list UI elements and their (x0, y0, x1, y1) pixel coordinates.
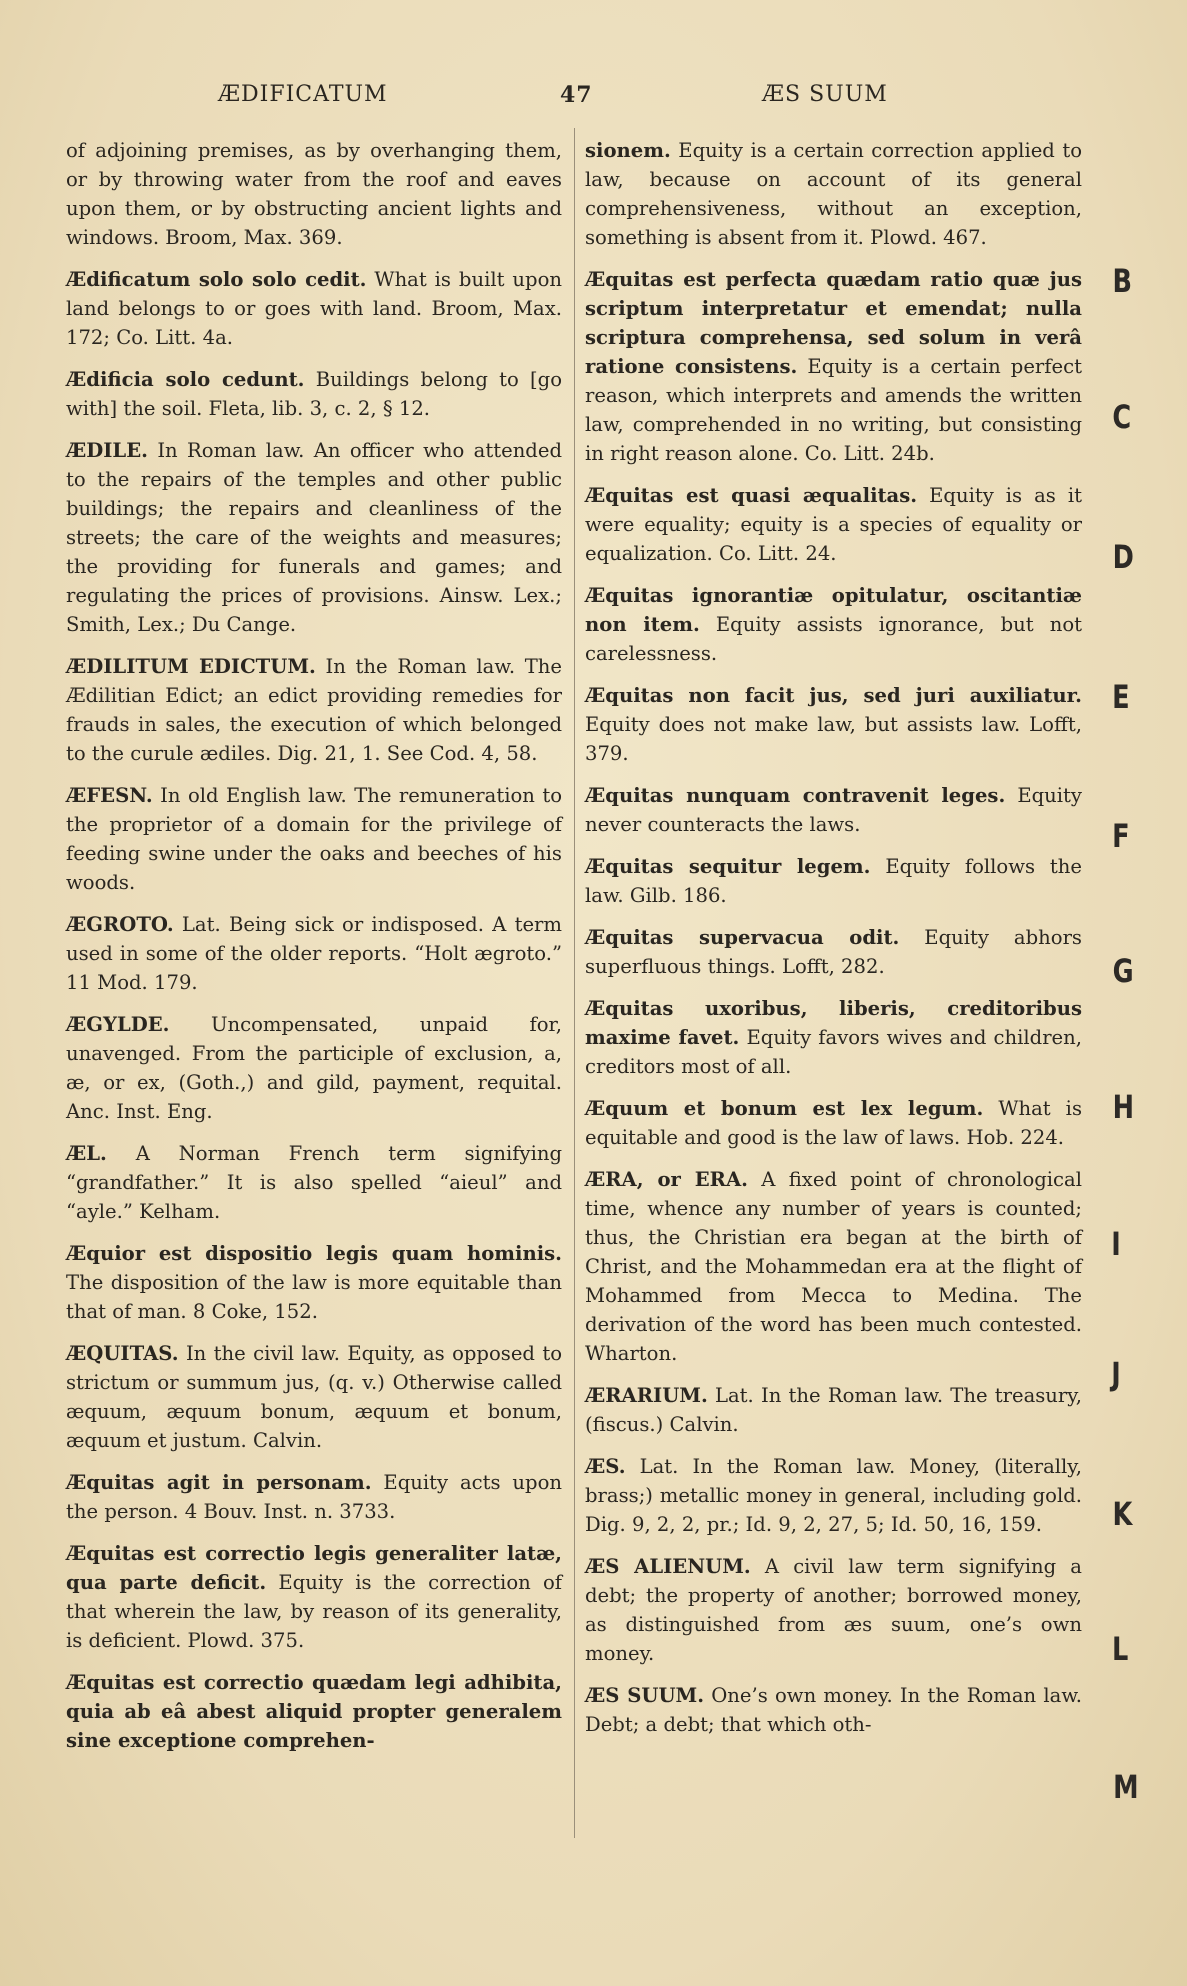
dictionary-entry (585, 994, 1082, 1081)
thumb-index-j[interactable]: J (1111, 1355, 1121, 1393)
header-right-guide-word: ÆS SUUM (762, 82, 888, 107)
entry-headword: ÆGYLDE. (66, 1013, 170, 1036)
thumb-index-c[interactable]: C (1112, 398, 1132, 436)
entry-definition: In Roman law. An officer who attended to the repairs of the temples and other public buildings; the repairs and cleanliness of the streets; the care of the weights and measures; the providing for funerals and games; and regulating the prices of provisions. Ainsw. Lex.; Smith, Lex.; Du Cange. (66, 439, 562, 636)
entry-definition: Equity is as it were equality; equity is a species of equality or equalization. Co. Litt. 24. (585, 484, 1082, 565)
entry-headword: Ædificatum solo solo cedit. (66, 268, 367, 291)
dictionary-entry (66, 1010, 562, 1126)
thumb-index-e[interactable]: E (1112, 678, 1130, 716)
dictionary-entry (66, 1468, 562, 1526)
entry-definition: Equity is a certain correction applied to law, because on account of its general comprehensiveness, without an exception, something is absent from it. Plowd. 467. (585, 139, 1082, 249)
dictionary-entry (585, 1452, 1082, 1539)
dictionary-entry (585, 1681, 1082, 1739)
dictionary-entry (585, 1552, 1082, 1668)
entry-headword: Æquitas est correctio quædam legi adhibita, quia ab eâ abest aliquid propter generalem sine exceptione comprehen- (66, 1671, 562, 1752)
entry-definition: Uncompensated, unpaid for, unavenged. From the participle of exclusion, a, æ, or ex, (Goth.,) and gild, payment, requital. Anc. Inst. Eng. (66, 1013, 562, 1123)
entry-definition: One’s own money. In the Roman law. Debt; a debt; that which oth- (585, 1684, 1082, 1736)
left-column (66, 136, 562, 1768)
entry-headword: Æquitas est quasi æqualitas. (585, 484, 918, 507)
entry-headword: ÆDILE. (66, 439, 148, 462)
dictionary-entry (66, 365, 562, 423)
dictionary-entry (585, 923, 1082, 981)
entry-definition: Lat. In the Roman law. The treasury, (fiscus.) Calvin. (585, 1384, 1082, 1436)
dictionary-entry (66, 436, 562, 639)
dictionary-entry (585, 1381, 1082, 1439)
entry-definition: What is equitable and good is the law of laws. Hob. 224. (585, 1097, 1083, 1149)
entry-headword: Æquitas nunquam contravenit leges. (585, 784, 1006, 807)
dictionary-entry (66, 781, 562, 897)
entry-headword: ÆQUITAS. (66, 1342, 179, 1365)
dictionary-entry (585, 265, 1082, 468)
entry-definition: In the civil law. Equity, as opposed to strictum or summum jus, (q. v.) Otherwise called æquum, æquum bonum, æquum et bonum, æquum et justum. Calvin. (66, 1342, 562, 1452)
dictionary-entry (585, 781, 1082, 839)
entry-headword: ÆRARIUM. (585, 1384, 708, 1407)
thumb-index-d[interactable]: D (1112, 538, 1134, 576)
dictionary-entry (585, 481, 1082, 568)
entry-headword: ÆFESN. (66, 784, 153, 807)
entry-headword: ÆGROTO. (66, 913, 174, 936)
entry-definition: Equity is the correction of that wherein the law, by reason of its generality, is deficient. Plowd. 375. (66, 1571, 562, 1652)
entry-headword: ÆRA, or ERA. (585, 1168, 748, 1191)
right-column (585, 136, 1082, 1752)
entry-headword: Æquitas agit in personam. (66, 1471, 372, 1494)
entry-definition: In old English law. The remuneration to the proprietor of a domain for the privilege of feeding swine under the oaks and beeches of his woods. (66, 784, 562, 894)
entry-definition: Equity does not make law, but assists law. Lofft, 379. (585, 713, 1082, 765)
header-left-guide-word: ÆDIFICATUM (218, 82, 388, 107)
column-divider (574, 128, 575, 1838)
entry-headword: Æquitas est perfecta quædam ratio quæ jus scriptum interpretatur et emendat; nulla scriptura comprehensa, sed solum in verâ ratione consistens. (585, 268, 1082, 378)
entry-headword: Æquitas supervacua odit. (585, 926, 900, 949)
dictionary-entry (585, 136, 1082, 252)
thumb-index-i[interactable]: I (1111, 1225, 1121, 1263)
entry-headword: Æquitas non facit jus, sed juri auxiliatur. (585, 684, 1082, 707)
entry-definition: Equity assists ignorance, but not carelessness. (585, 613, 1082, 665)
entry-definition: What is built upon land belongs to or goes with land. Broom, Max. 172; Co. Litt. 4a. (66, 268, 562, 349)
dictionary-entry (66, 136, 562, 252)
entry-headword: Æquitas sequitur legem. (585, 855, 871, 878)
dictionary-entry (66, 652, 562, 768)
dictionary-entry (66, 1139, 562, 1226)
dictionary-entry (585, 1165, 1082, 1368)
thumb-index-m[interactable]: M (1113, 1768, 1139, 1806)
entry-definition: Equity abhors superfluous things. Lofft, 282. (585, 926, 1082, 978)
entry-headword: ÆS ALIENUM. (585, 1555, 751, 1578)
entry-definition: Buildings belong to [go with] the soil. Fleta, lib. 3, c. 2, § 12. (66, 368, 562, 420)
dictionary-entry (66, 1339, 562, 1455)
entry-definition: Lat. In the Roman law. Money, (literally, brass;) metallic money in general, including gold. Dig. 9, 2, 2, pr.; Id. 9, 2, 27, 5; Id. 50, 16, 159. (585, 1455, 1082, 1536)
entry-definition: Equity acts upon the person. 4 Bouv. Inst. n. 3733. (66, 1471, 562, 1523)
dictionary-entry (66, 265, 562, 352)
thumb-index-f[interactable]: F (1112, 817, 1130, 855)
dictionary-entry (66, 910, 562, 997)
dictionary-entry (66, 1539, 562, 1655)
entry-headword: Æquitas ignorantiæ opitulatur, oscitantiæ non item. (585, 584, 1082, 636)
dictionary-entry (585, 581, 1082, 668)
thumb-index-g[interactable]: G (1112, 952, 1134, 990)
entry-definition: A Norman French term signifying “grandfather.” It is also spelled “aieul” and “ayle.” Kelham. (66, 1142, 562, 1223)
entry-definition: In the Roman law. The Ædilitian Edict; an edict providing remedies for frauds in sales, the execution of which belonged to the curule ædiles. Dig. 21, 1. See Cod. 4, 58. (66, 655, 562, 765)
entry-definition: A fixed point of chronological time, whence any number of years is counted; thus, the Christian era began at the birth of Christ, and the Mohammedan era at the flight of Mohammed from Mecca to Medina. The derivation of the word has been much contested. Wharton. (585, 1168, 1082, 1365)
entry-headword: ÆS SUUM. (585, 1684, 705, 1707)
entry-definition: A civil law term signifying a debt; the property of another; borrowed money, as distinguished from æs suum, one’s own money. (585, 1555, 1082, 1665)
entry-headword: Æquitas est correctio legis generaliter latæ, qua parte deficit. (66, 1542, 562, 1594)
entry-definition: Equity is a certain perfect reason, which interprets and amends the written law, comprehended in no writing, but consisting in right reason alone. Co. Litt. 24b. (585, 355, 1082, 465)
dictionary-entry (585, 852, 1082, 910)
dictionary-entry (585, 681, 1082, 768)
entry-headword: ÆS. (585, 1455, 626, 1478)
entry-headword: sionem. (585, 139, 671, 162)
entry-headword: Æquum et bonum est lex legum. (585, 1097, 984, 1120)
thumb-index-b[interactable]: B (1112, 262, 1132, 300)
entry-headword: ÆL. (66, 1142, 107, 1165)
thumb-index-l[interactable]: L (1112, 1630, 1129, 1668)
entry-definition: of adjoining premises, as by overhanging them, or by throwing water from the roof and eaves upon them, or by obstructing ancient lights and windows. Broom, Max. 369. (66, 139, 562, 249)
entry-headword: Æquior est dispositio legis quam hominis. (66, 1242, 562, 1265)
entry-definition: Equity follows the law. Gilb. 186. (585, 855, 1082, 907)
entry-definition: The disposition of the law is more equitable than that of man. 8 Coke, 152. (66, 1271, 562, 1323)
entry-definition: Equity favors wives and children, creditors most of all. (585, 1026, 1083, 1078)
dictionary-entry (66, 1239, 562, 1326)
entry-headword: ÆDILITUM EDICTUM. (66, 655, 316, 678)
entry-headword: Ædificia solo cedunt. (66, 368, 305, 391)
dictionary-entry (585, 1094, 1082, 1152)
thumb-index-h[interactable]: H (1112, 1088, 1135, 1126)
entry-definition: Lat. Being sick or indisposed. A term used in some of the older reports. “Holt ægroto.” 11 Mod. 179. (66, 913, 562, 994)
entry-definition: Equity never counteracts the laws. (585, 784, 1082, 836)
thumb-index-k[interactable]: K (1112, 1495, 1133, 1533)
dictionary-entry (66, 1668, 562, 1755)
entry-headword: Æquitas uxoribus, liberis, creditoribus maxime favet. (585, 997, 1082, 1049)
page-number: 47 (560, 82, 593, 108)
